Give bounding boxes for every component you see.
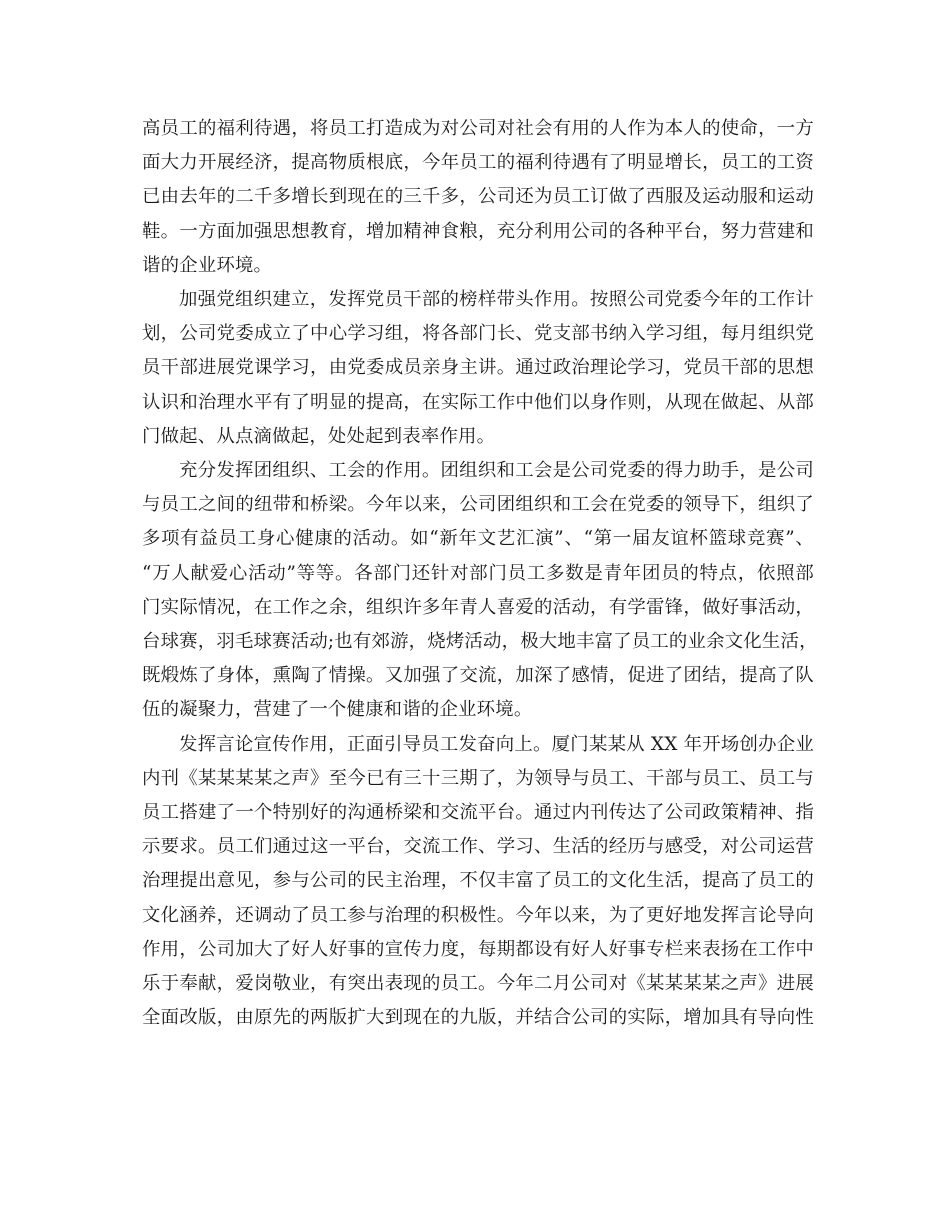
- paragraph-line: 门做起、从点滴做起，处处起到表率作用。: [142, 425, 496, 447]
- paragraph-line: 发挥言论宣传作用，正面引导员工发奋向上。厦门某某从 XX 年开场创办企业: [179, 733, 814, 755]
- paragraph-line: 与员工之间的纽带和桥梁。今年以来，公司团组织和工会在党委的领导下，组织了: [142, 494, 814, 516]
- paragraph-line: 既煅炼了身体，熏陶了情操。又加强了交流，加深了感情，促进了团结，提高了队: [142, 665, 814, 687]
- paragraph-line: 示要求。员工们通过这一平台，交流工作、学习、生活的经历与感受，对公司运营: [142, 836, 814, 858]
- paragraph-line: 伍的凝聚力，营建了一个健康和谐的企业环境。: [142, 699, 533, 721]
- paragraph-4: [142, 728, 814, 1036]
- paragraph-3: [142, 454, 818, 728]
- paragraph-line: 充分发挥团组织、工会的作用。团组织和工会是公司党委的得力助手，是公司: [179, 460, 814, 482]
- paragraph-line: 门实际情况，在工作之余，组织许多年青人喜爱的活动，有学雷锋，做好事活动，: [142, 596, 814, 618]
- paragraph-line: “万人献爱心活动”等等。各部门还针对部门员工多数是青年团员的特点，依照部: [142, 562, 814, 584]
- paragraph-line: 内刊《某某某某之声》至今已有三十三期了，为领导与员工、干部与员工、员工与: [142, 767, 814, 789]
- paragraph-line: 谐的企业环境。: [142, 254, 273, 276]
- paragraph-2: [142, 283, 814, 454]
- document-body: [142, 112, 818, 1035]
- paragraph-line: 认识和治理水平有了明显的提高，在实际工作中他们以身作则，从现在做起、从部: [142, 391, 814, 413]
- paragraph-line: 面大力开展经济，提高物质根底，今年员工的福利待遇有了明显增长，员工的工资: [142, 152, 814, 174]
- paragraph-line: 员干部进展党课学习，由党委成员亲身主讲。通过政治理论学习，党员干部的思想: [142, 357, 814, 379]
- paragraph-line: 高员工的福利待遇，将员工打造成为对公司对社会有用的人作为本人的使命，一方: [142, 118, 814, 139]
- paragraph-line: 鞋。一方面加强思想教育，增加精神食粮，充分利用公司的各种平台，努力营建和: [142, 220, 814, 242]
- paragraph-line: 乐于奉献，爱岗敬业，有突出表现的员工。今年二月公司对《某某某某之声》进展: [142, 973, 814, 995]
- paragraph-line: 员工搭建了一个特别好的沟通桥梁和交流平台。通过内刊传达了公司政策精神、指: [142, 802, 814, 824]
- paragraph-line: 加强党组织建立，发挥党员干部的榜样带头作用。按照公司党委今年的工作计: [179, 289, 814, 311]
- paragraph-line: 全面改版，由原先的两版扩大到现在的九版，并结合公司的实际，增加具有导向性: [142, 1007, 814, 1029]
- paragraph-line: 台球赛，羽毛球赛活动;也有郊游，烧烤活动，极大地丰富了员工的业余文化生活，: [142, 631, 818, 653]
- paragraph-line: 作用，公司加大了好人好事的宣传力度，每期都设有好人好事专栏来表扬在工作中: [142, 938, 814, 960]
- paragraph-line: 文化涵养，还调动了员工参与治理的积极性。今年以来，为了更好地发挥言论导向: [142, 904, 814, 926]
- paragraph-line: 多项有益员工身心健康的活动。如“新年文艺汇演”、“第一届友谊杯篮球竞赛”、: [142, 528, 814, 550]
- paragraph-line: 划，公司党委成立了中心学习组，将各部门长、党支部书纳入学习组，每月组织党: [142, 323, 814, 345]
- paragraph-line: 已由去年的二千多增长到现在的三千多，公司还为员工订做了西服及运动服和运动: [142, 186, 814, 208]
- paragraph-1: [142, 112, 814, 283]
- paragraph-line: 治理提出意见，参与公司的民主治理，不仅丰富了员工的文化生活，提高了员工的: [142, 870, 814, 892]
